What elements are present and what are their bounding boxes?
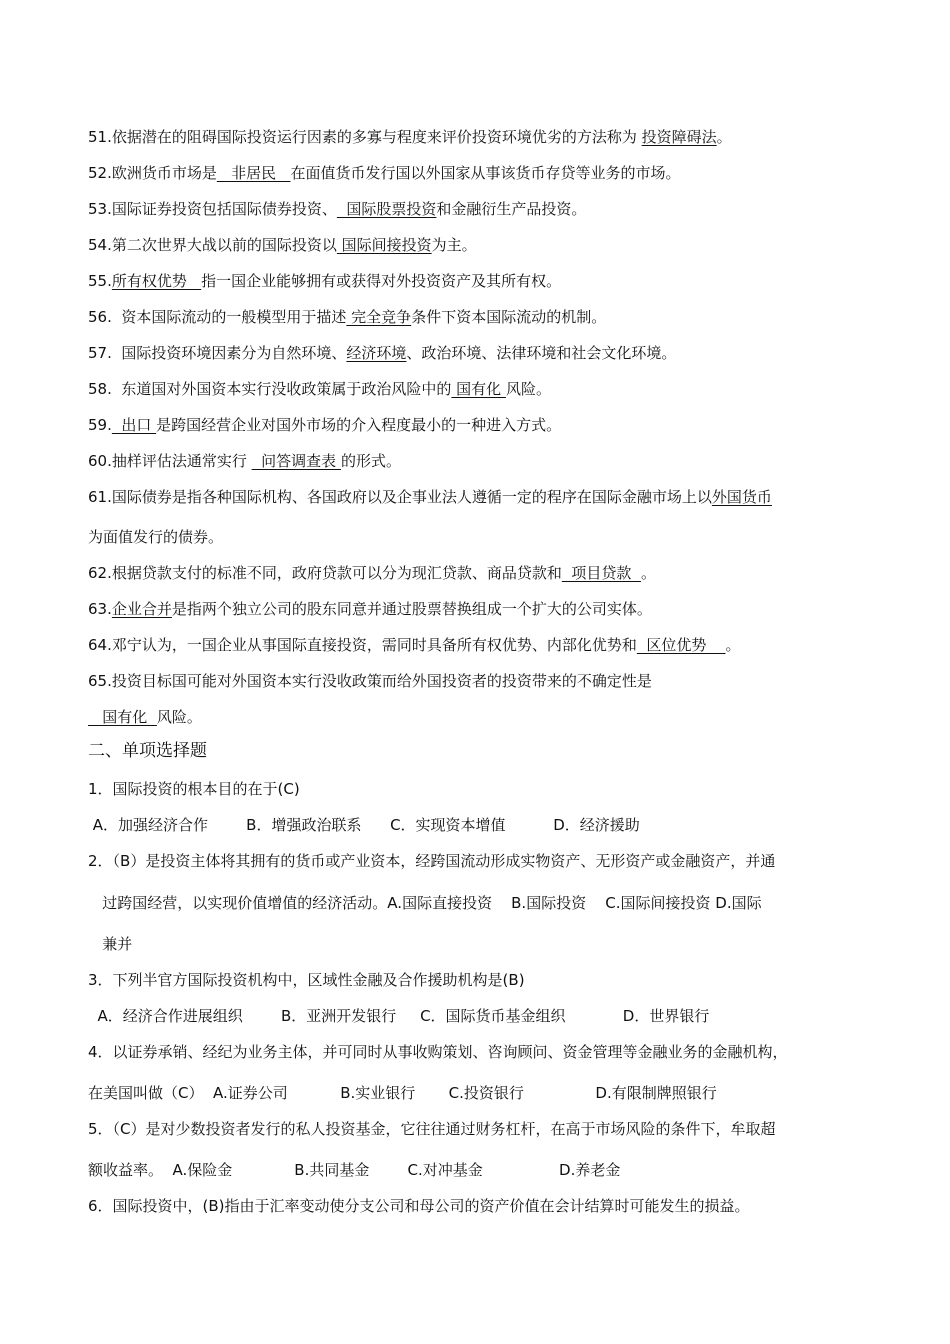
answer-blank: 完全竞争 [346,308,412,326]
fill-item-65-cont: 国有化 风险。 [88,708,202,726]
fill-item-64: 64.邓宁认为，一国企业从事国际直接投资，需同时具备所有权优势、内部化优势和 区位优势 。 [88,636,741,654]
mc-question-5-cont: 额收益率。 A.保险金 B.共同基金 C.对冲基金 D.养老金 [88,1161,621,1179]
mc-question-3: 3．下列半官方国际投资机构中，区域性金融及合作援助机构是(B) [88,971,525,989]
answer-blank: 企业合并 [111,600,172,618]
fill-item-56: 56. 资本国际流动的一般模型用于描述 完全竞争条件下资本国际流动的机制。 [88,308,607,326]
fill-item-65: 65.投资目标国可能对外国资本实行没收政策而给外国投资者的投资带来的不确定性是 [88,672,652,690]
answer-blank: 国有化 [88,708,157,726]
fill-item-51: 51.依据潜在的阻碍国际投资运行因素的多寡与程度来评价投资环境优劣的方法称为 投资障碍法。 [88,128,732,146]
answer-blank: 项目贷款 [561,564,641,582]
fill-item-58: 58. 东道国对外国资本实行没收政策属于政治风险中的 国有化 风险。 [88,380,551,398]
answer-blank: 区位优势 [636,636,726,654]
fill-item-55: 55.所有权优势 指一国企业能够拥有或获得对外投资资产及其所有权。 [88,272,562,290]
answer-blank: 所有权优势 [111,272,202,290]
fill-item-53: 53.国际证券投资包括国际债券投资、 国际股票投资和金融衍生产品投资。 [88,200,587,218]
mc-question-4: 4．以证券承销、经纪为业务主体，并可同时从事收购策划、咨询顾问、资金管理等金融业务的金融机构， [88,1043,788,1061]
mc-question-4-cont: 在美国叫做（C） A.证券公司 B.实业银行 C.投资银行 D.有限制牌照银行 [88,1084,717,1102]
mc-options-3: A．经济合作进展组织 B．亚洲开发银行 C．国际货币基金组织 D．世界银行 [88,1007,710,1025]
section-title: 二、单项选择题 [88,741,207,761]
mc-question-6: 6．国际投资中，(B)指由于汇率变动使分支公司和母公司的资产价值在会计结算时可能发生的损益。 [88,1197,750,1215]
fill-item-57: 57. 国际投资环境因素分为自然环境、经济环境、政治环境、法律环境和社会文化环境。 [88,344,677,362]
mc-question-5: 5．（C）是对少数投资者发行的私人投资基金，它往往通过财务杠杆，在高于市场风险的条件下，牟取超 [88,1120,776,1138]
fill-item-61-cont: 为面值发行的债券。 [88,528,224,546]
fill-item-63: 63.企业合并是指两个独立公司的股东同意并通过股票替换组成一个扩大的公司实体。 [88,600,652,618]
fill-item-52: 52.欧洲货币市场是 非居民 在面值货币发行国以外国家从事该货币存贷等业务的市场。 [88,164,681,182]
answer-blank: 外国货币 [711,488,772,506]
mc-question-2-cont: 过跨国经营，以实现价值增值的经济活动。A.国际直接投资 B.国际投资 C.国际间接投资 D.国际 [88,894,762,912]
answer-blank: 非居民 [216,164,291,182]
fill-item-59: 59. 出口 是跨国经营企业对国外市场的介入程度最小的一种进入方式。 [88,416,562,434]
answer-blank: 投资障碍法 [641,128,717,146]
mc-options-1: A．加强经济合作 B．增强政治联系 C．实现资本增值 D．经济援助 [88,816,640,834]
answer-blank: 国有化 [451,380,506,398]
mc-question-1: 1．国际投资的根本目的在于(C) [88,780,300,798]
mc-question-2: 2．（B）是投资主体将其拥有的货币或产业资本，经跨国流动形成实物资产、无形资产或金融资产，并通 [88,852,776,870]
answer-blank: 国际股票投资 [336,200,437,218]
fill-item-54: 54.第二次世界大战以前的国际投资以 国际间接投资为主。 [88,236,477,254]
mc-question-2-cont2: 兼并 [88,935,133,953]
fill-item-60: 60.抽样评估法通常实行 问答调查表 的形式。 [88,452,401,470]
answer-blank: 出口 [111,416,157,434]
fill-item-61: 61.国际债券是指各种国际机构、各国政府以及企事业法人遵循一定的程序在国际金融市场上以外国货币 [88,488,772,506]
answer-blank: 经济环境 [346,344,407,362]
answer-blank: 问答调查表 [251,452,341,470]
answer-blank: 国际间接投资 [336,236,432,254]
fill-item-62: 62.根据贷款支付的标准不同，政府贷款可以分为现汇贷款、商品贷款和 项目贷款 。 [88,564,656,582]
